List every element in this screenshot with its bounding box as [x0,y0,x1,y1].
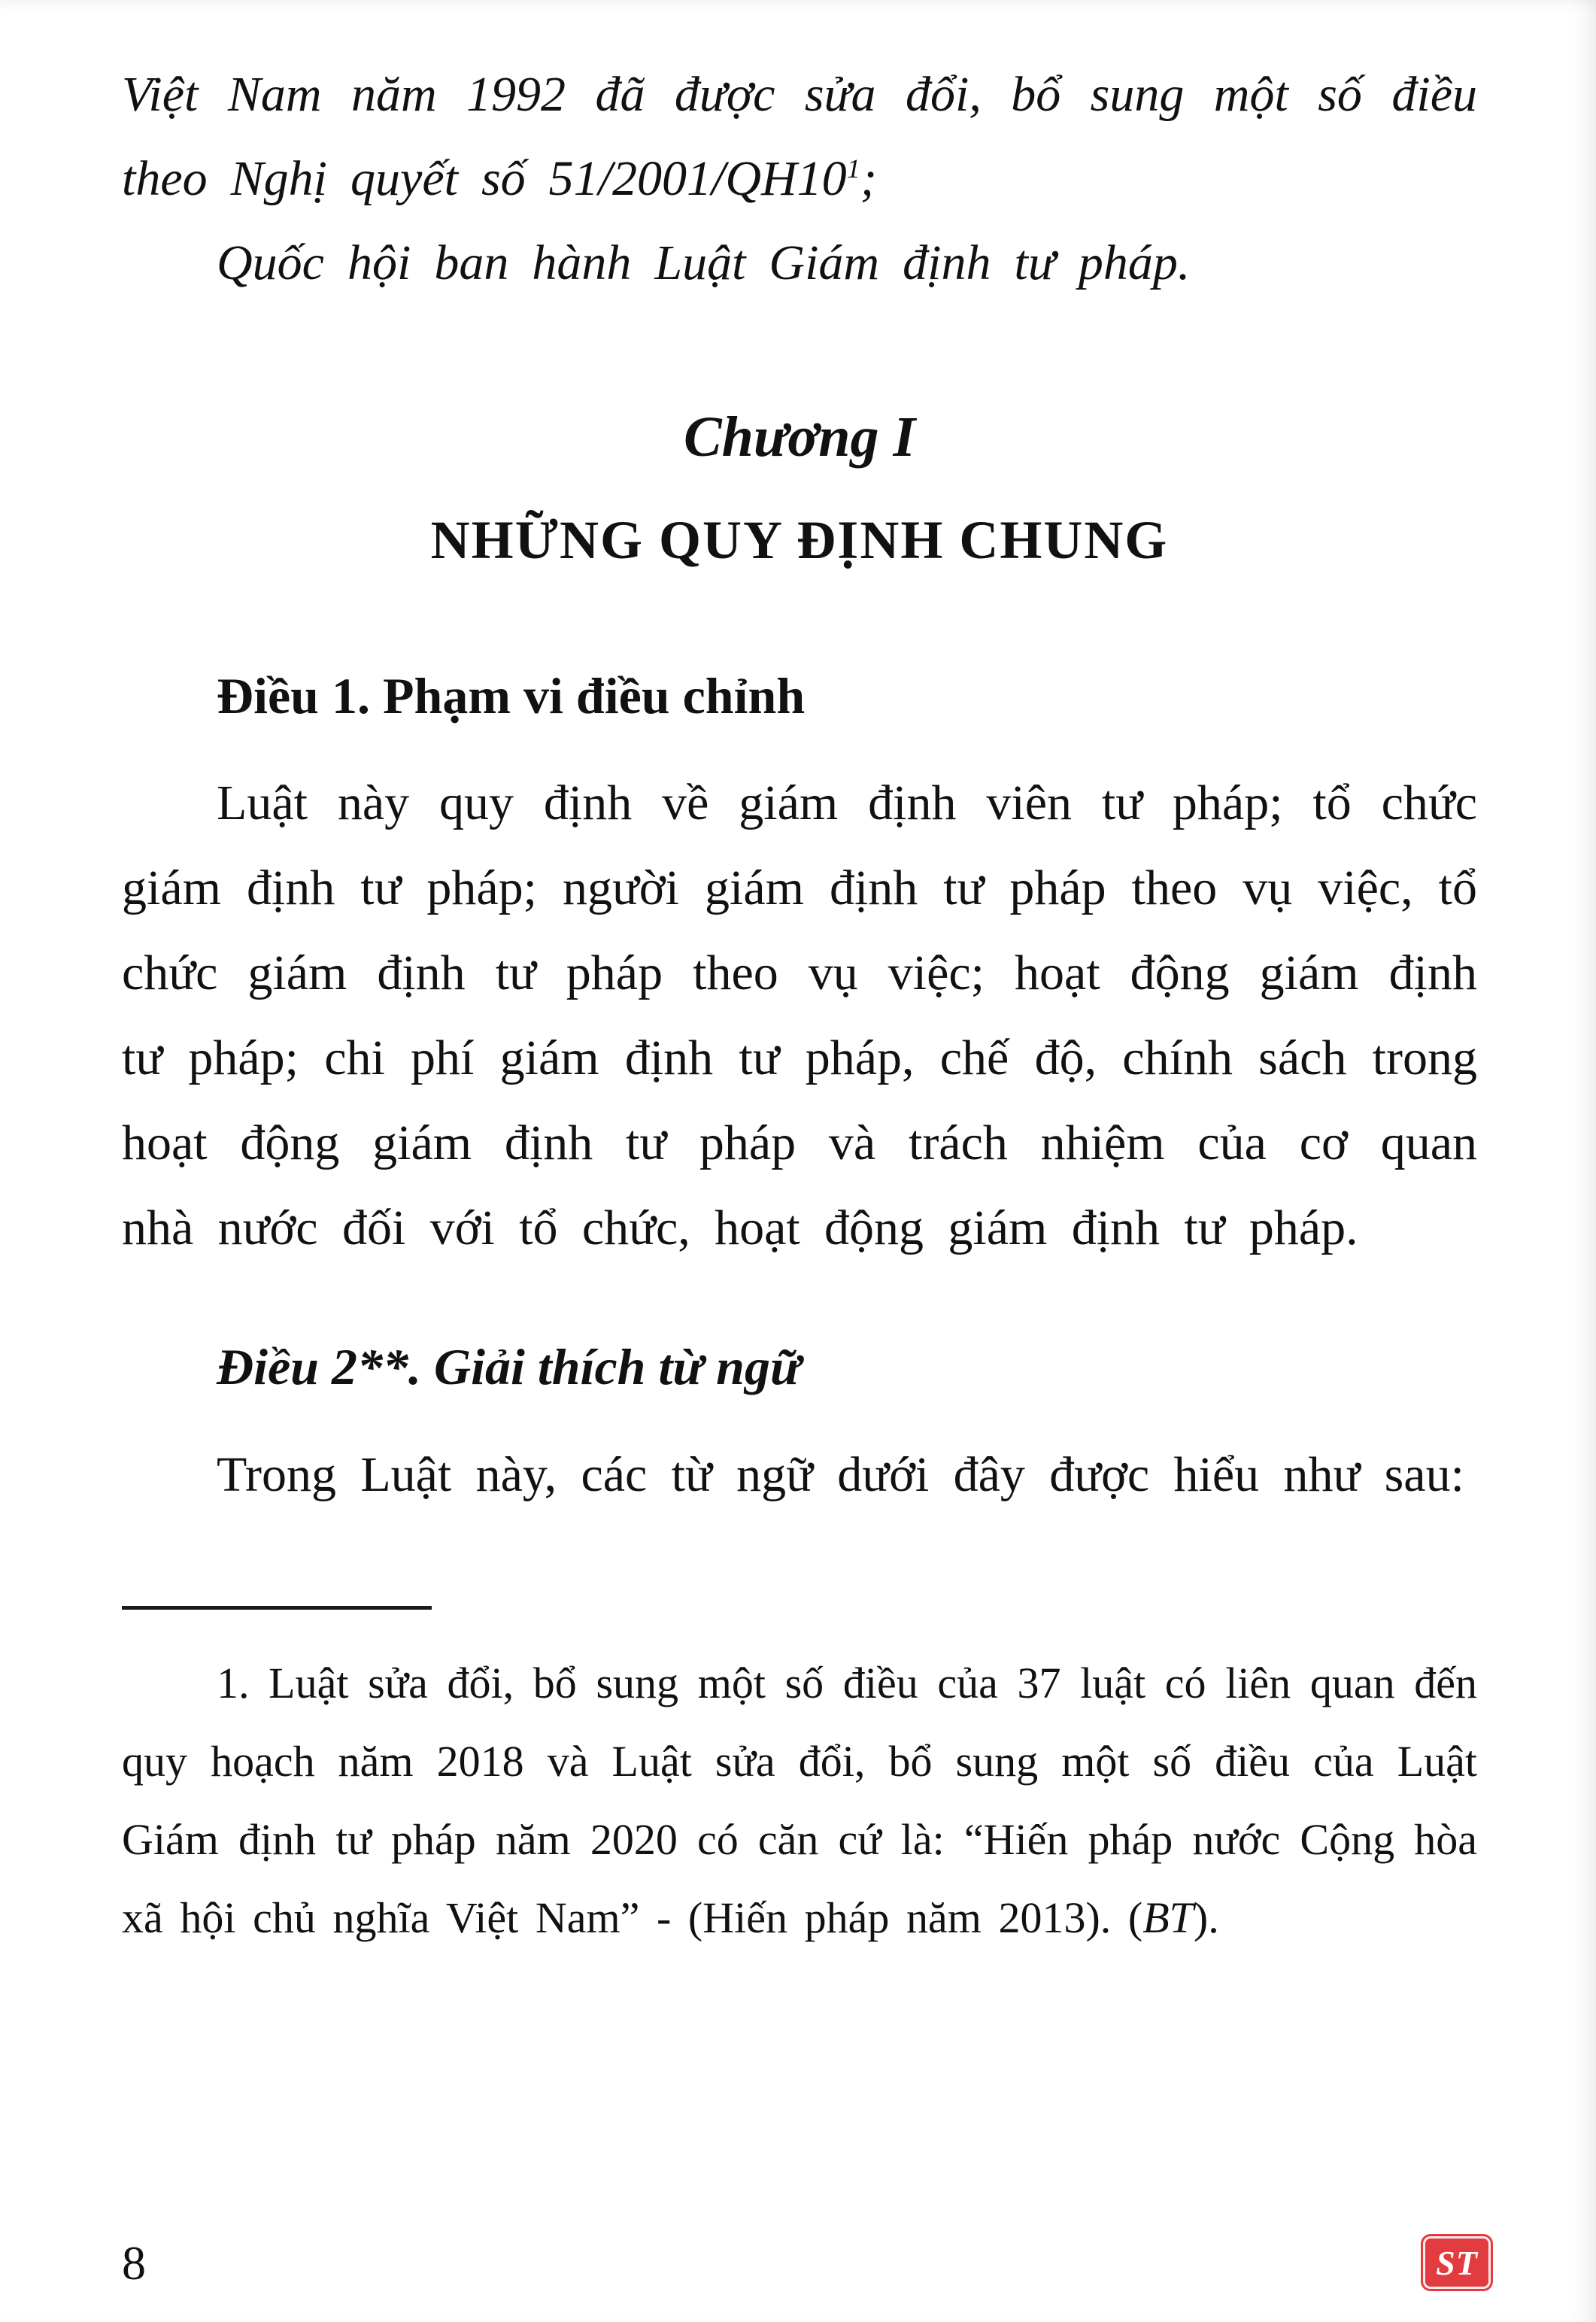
footnote-text: 1. Luật sửa đổi, bổ sung một số điều của 37 luật có liên quan đến quy hoạch năm 2018 và Luật sửa đổi, bổ sung một số điều của Luật Giám định tư pháp năm 2020 có căn cứ là: “Hiến pháp nước Cộng hòa xã hội chủ nghĩa Việt Nam” - (Hiến pháp năm 2013). ( [122,1658,1477,1942]
article-2-body: Trong Luật này, các từ ngữ dưới đây được hiểu như sau: [217,1446,1464,1502]
preamble-tail: ; [860,151,877,206]
preamble-paragraph-1 [122,53,1477,221]
article-1-body: Luật này quy định về giám định viên tư pháp; tổ chức giám định tư pháp; người giám định tư pháp theo vụ việc, tổ chức giám định tư pháp theo vụ việc; hoạt động giám định tư pháp; chi phí giám định tư pháp, chế độ, chính sách trong hoạt động giám định tư pháp và trách nhiệm của cơ quan nhà nước đối với tổ chức, hoạt động giám định tư pháp. [122,776,1477,1256]
page-number: 8 [122,2236,146,2290]
preamble-text: Việt Nam năm 1992 đã được sửa đổi, bổ sung một số điều theo Nghị quyết số 51/2001/QH10 [122,67,1477,206]
footnote-bt-abbreviation: BT [1142,1893,1194,1942]
chapter-label: Chương I [683,405,916,469]
article-2-heading: Điều 2**. Giải thích từ ngữ [217,1338,801,1396]
preamble-paragraph-2: Quốc hội ban hành Luật Giám định tư pháp. [217,235,1191,290]
footnote-tail: ). [1193,1893,1219,1942]
footnote [122,1644,1477,1957]
chapter-title: NHỮNG QUY ĐỊNH CHUNG [430,510,1169,570]
footnote-reference-marker: 1 [846,153,860,184]
article-1-heading: Điều 1. Phạm vi điều chỉnh [217,667,806,724]
publisher-logo: ST [1423,2236,1491,2289]
footnote-separator [122,1606,432,1610]
